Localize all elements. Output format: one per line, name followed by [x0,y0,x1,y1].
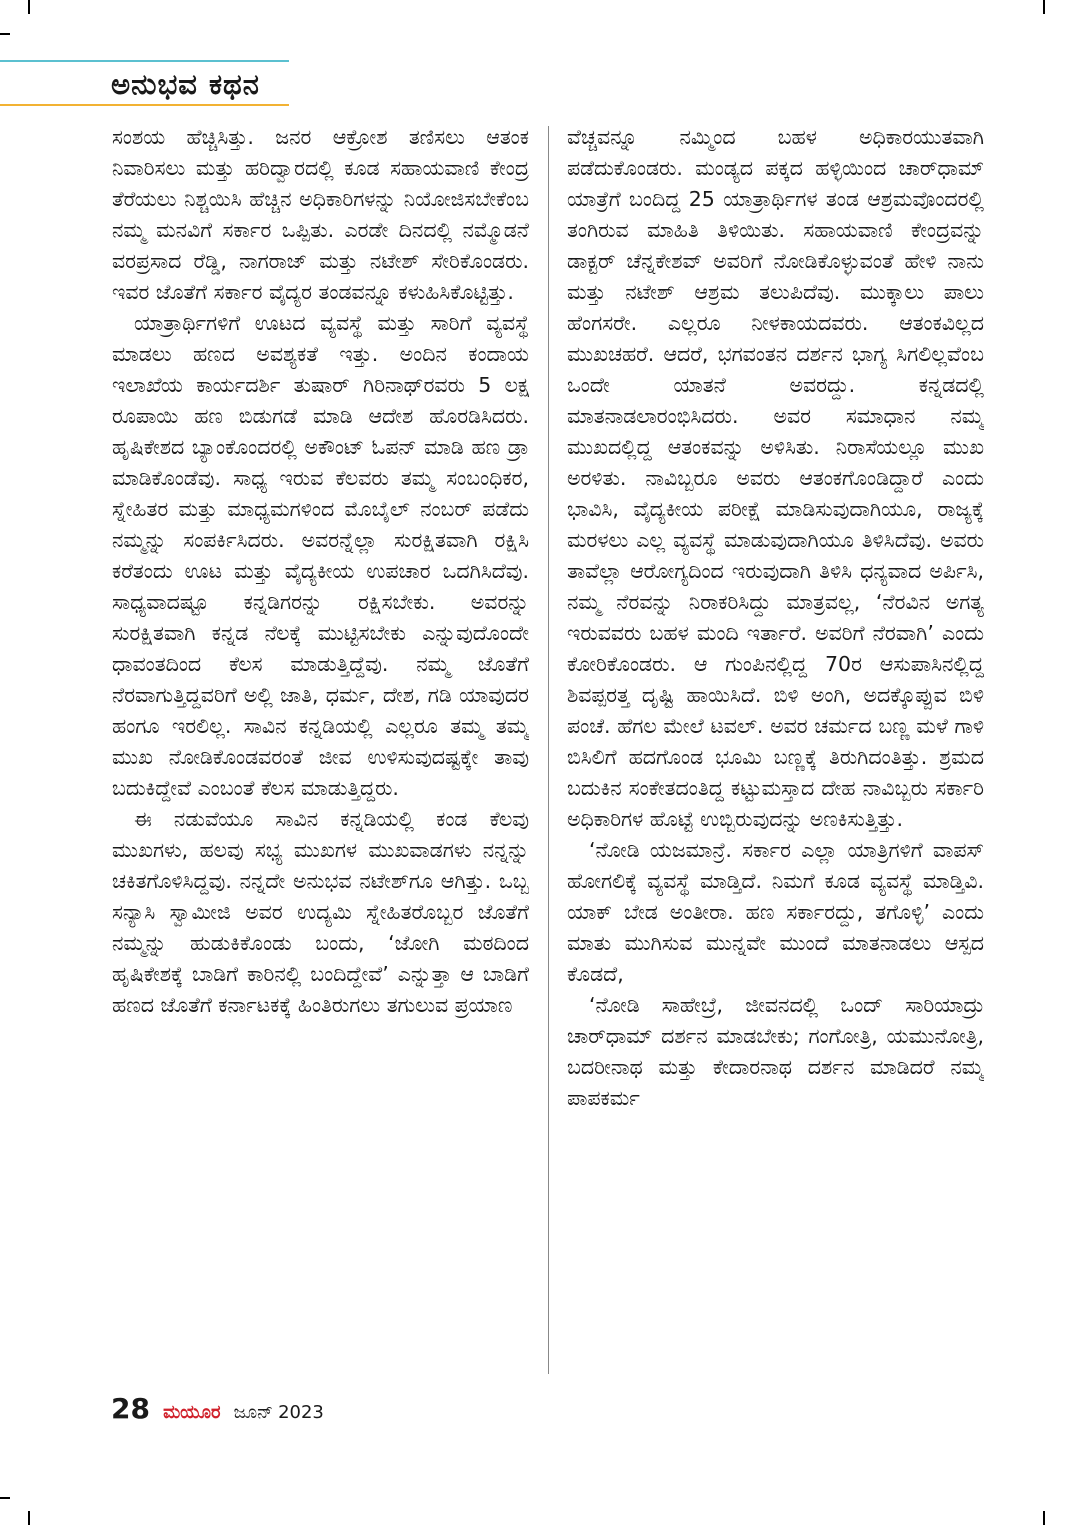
crop-mark-bottom-right [1043,1511,1045,1525]
crop-mark-left-upper [0,33,10,35]
issue-year: 2023 [278,1402,324,1423]
header-rule-bottom [0,104,289,106]
article-paragraph: ‘ನೋಡಿ ಯಜಮಾನ್ರೆ. ಸರ್ಕಾರ ಎಲ್ಲಾ ಯಾತ್ರಿಗಳಿಗೆ ವಾಪಸ್ ಹೋಗಲಿಕ್ಕೆ ವ್ಯವಸ್ಥೆ ಮಾಡ್ತಿದೆ. ನಿಮಗೆ ಕೂಡ ವ್ಯವಸ್ಥೆ ಮಾಡ್ತಿವಿ. ಯಾಕ್ ಬೇಡ ಅಂತೀರಾ. ಹಣ ಸರ್ಕಾರದ್ದು, ತಗೊಳ್ಳಿ’ ಎಂದು ಮಾತು ಮುಗಿಸುವ ಮುನ್ನವೇ ಮುಂದೆ ಮಾತನಾಡಲು ಆಸ್ಪದ ಕೊಡದೆ, [567,838,984,986]
crop-mark-top-right [1043,0,1045,14]
page-footer [111,1392,324,1432]
article-column-left [112,122,529,1372]
crop-mark-left-lower [0,1497,10,1499]
crop-mark-bottom-left [28,1511,30,1525]
article-paragraph: ‘ನೋಡಿ ಸಾಹೇಬ್ರೆ, ಜೀವನದಲ್ಲಿ ಒಂದ್ ಸಾರಿಯಾದ್ರು ಚಾರ್‌ಧಾಮ್ ದರ್ಶನ ಮಾಡಬೇಕು; ಗಂಗೋತ್ರಿ, ಯಮುನೋತ್ರಿ, ಬದರೀನಾಥ ಮತ್ತು ಕೇದಾರನಾಥ ದರ್ಶನ ಮಾಡಿದರೆ ನಮ್ಮ ಪಾಪಕರ್ಮ [567,993,984,1110]
article-column-right [567,122,984,1372]
article-paragraph: ಈ ನಡುವೆಯೂ ಸಾವಿನ ಕನ್ನಡಿಯಲ್ಲಿ ಕಂಡ ಕೆಲವು ಮುಖಗಳು, ಹಲವು ಸಭ್ಯ ಮುಖಗಳ ಮುಖವಾಡಗಳು ನನ್ನನ್ನು ಚಕಿತಗೊಳಿಸಿದ್ದವು. ನನ್ನದೇ ಅನುಭವ ನಟೇಶ್‌ಗೂ ಆಗಿತ್ತು. ಒಬ್ಬ ಸನ್ಯಾಸಿ ಸ್ವಾಮೀಜಿ ಅವರ ಉದ್ಯಮಿ ಸ್ನೇಹಿತರೊಬ್ಬರ ಜೊತೆಗೆ ನಮ್ಮನ್ನು ಹುಡುಕಿಕೊಂಡು ಬಂದು, ‘ಜೋಗಿ ಮಠದಿಂದ ಹೃಷಿಕೇಶಕ್ಕೆ ಬಾಡಿಗೆ ಕಾರಿನಲ್ಲಿ ಬಂದಿದ್ದೇವೆ’ ಎನ್ನುತ್ತಾ ಆ ಬಾಡಿಗೆ ಹಣದ ಜೊತೆಗೆ ಕರ್ನಾಟಕಕ್ಕೆ ಹಿಂತಿರುಗಲು ತಗುಲುವ ಪ್ರಯಾಣ [112,807,529,1017]
article-paragraph: ವೆಚ್ಚವನ್ನೂ ನಮ್ಮಿಂದ ಬಹಳ ಅಧಿಕಾರಯುತವಾಗಿ ಪಡೆದುಕೊಂಡರು. ಮಂಡ್ಯದ ಪಕ್ಕದ ಹಳ್ಳಿಯಿಂದ ಚಾರ್‌ಧಾಮ್ ಯಾತ್ರೆಗೆ ಬಂದಿದ್ದ 25 ಯಾತ್ರಾರ್ಥಿಗಳ ತಂಡ ಆಶ್ರಮವೊಂದರಲ್ಲಿ ತಂಗಿರುವ ಮಾಹಿತಿ ತಿಳಿಯಿತು. ಸಹಾಯವಾಣಿ ಕೇಂದ್ರವನ್ನು ಡಾಕ್ಟರ್ ಚೆನ್ನಕೇಶವ್ ಅವರಿಗೆ ನೋಡಿಕೊಳ್ಳುವಂತೆ ಹೇಳಿ ನಾನು ಮತ್ತು ನಟೇಶ್ ಆಶ್ರಮ ತಲುಪಿದೆವು. ಮುಕ್ಕಾಲು ಪಾಲು ಹೆಂಗಸರೇ. ಎಲ್ಲರೂ ನೀಳಕಾಯದವರು. ಆತಂಕವಿಲ್ಲದ ಮುಖಚಹರೆ. ಆದರೆ, ಭಗವಂತನ ದರ್ಶನ ಭಾಗ್ಯ ಸಿಗಲಿಲ್ಲವೆಂಬ ಒಂದೇ ಯಾತನೆ ಅವರದ್ದು. ಕನ್ನಡದಲ್ಲಿ ಮಾತನಾಡಲಾರಂಭಿಸಿದರು. ಅವರ ಸಮಾಧಾನ ನಮ್ಮ ಮುಖದಲ್ಲಿದ್ದ ಆತಂಕವನ್ನು ಅಳಿಸಿತು. ನಿರಾಸೆಯಲ್ಲೂ ಮುಖ ಅರಳಿತು. ನಾವಿಬ್ಬರೂ ಅವರು ಆತಂಕಗೊಂಡಿದ್ದಾರೆ ಎಂದು ಭಾವಿಸಿ, ವೈದ್ಯಕೀಯ ಪರೀಕ್ಷೆ ಮಾಡಿಸುವುದಾಗಿಯೂ, ರಾಜ್ಯಕ್ಕೆ ಮರಳಲು ಎಲ್ಲ ವ್ಯವಸ್ಥೆ ಮಾಡುವುದಾಗಿಯೂ ತಿಳಿಸಿದೆವು. ಅವರು ತಾವೆಲ್ಲಾ ಆರೋಗ್ಯದಿಂದ ಇರುವುದಾಗಿ ತಿಳಿಸಿ ಧನ್ಯವಾದ ಅರ್ಪಿಸಿ, ನಮ್ಮ ನೆರವನ್ನು ನಿರಾಕರಿಸಿದ್ದು ಮಾತ್ರವಲ್ಲ, ‘ನೆರವಿನ ಅಗತ್ಯ ಇರುವವರು ಬಹಳ ಮಂದಿ ಇರ್ತಾರೆ. ಅವರಿಗೆ ನೆರವಾಗಿ’ ಎಂದು ಕೋರಿಕೊಂಡರು. ಆ ಗುಂಪಿನಲ್ಲಿದ್ದ 70ರ ಆಸುಪಾಸಿನಲ್ಲಿದ್ದ ಶಿವಪ್ಪರತ್ತ ದೃಷ್ಟಿ ಹಾಯಿಸಿದೆ. ಬಿಳಿ ಅಂಗಿ, ಅದಕ್ಕೊಪ್ಪುವ ಬಿಳಿ ಪಂಚೆ. ಹೆಗಲ ಮೇಲೆ ಟವಲ್. ಅವರ ಚರ್ಮದ ಬಣ್ಣ ಮಳೆ ಗಾಳಿ ಬಿಸಿಲಿಗೆ ಹದಗೊಂಡ ಭೂಮಿ ಬಣ್ಣಕ್ಕೆ ತಿರುಗಿದಂತಿತ್ತು. ಶ್ರಮದ ಬದುಕಿನ ಸಂಕೇತದಂತಿದ್ದ ಕಟ್ಟುಮಸ್ತಾದ ದೇಹ ನಾವಿಬ್ಬರು ಸರ್ಕಾರಿ ಅಧಿಕಾರಿಗಳ ಹೊಟ್ಟೆ ಉಬ್ಬಿರುವುದನ್ನು ಅಣಕಿಸುತ್ತಿತ್ತು. [567,125,984,831]
article-paragraph: ಯಾತ್ರಾರ್ಥಿಗಳಿಗೆ ಊಟದ ವ್ಯವಸ್ಥೆ ಮತ್ತು ಸಾರಿಗೆ ವ್ಯವಸ್ಥೆ ಮಾಡಲು ಹಣದ ಅವಶ್ಯಕತೆ ಇತ್ತು. ಅಂದಿನ ಕಂದಾಯ ಇಲಾಖೆಯ ಕಾರ್ಯದರ್ಶಿ ತುಷಾರ್ ಗಿರಿನಾಥ್‌ರವರು 5 ಲಕ್ಷ ರೂಪಾಯಿ ಹಣ ಬಿಡುಗಡೆ ಮಾಡಿ ಆದೇಶ ಹೊರಡಿಸಿದರು. ಹೃಷಿಕೇಶದ ಬ್ಯಾಂಕೊಂದರಲ್ಲಿ ಅಕೌಂಟ್ ಓಪನ್ ಮಾಡಿ ಹಣ ಡ್ರಾ ಮಾಡಿಕೊಂಡೆವು. ಸಾಧ್ಯ ಇರುವ ಕೆಲವರು ತಮ್ಮ ಸಂಬಂಧಿಕರ, ಸ್ನೇಹಿತರ ಮತ್ತು ಮಾಧ್ಯಮಗಳಿಂದ ಮೊಬೈಲ್ ನಂಬರ್ ಪಡೆದು ನಮ್ಮನ್ನು ಸಂಪರ್ಕಿಸಿದರು. ಅವರನ್ನೆಲ್ಲಾ ಸುರಕ್ಷಿತವಾಗಿ ರಕ್ಷಿಸಿ ಕರೆತಂದು ಊಟ ಮತ್ತು ವೈದ್ಯಕೀಯ ಉಪಚಾರ ಒದಗಿಸಿದೆವು. ಸಾಧ್ಯವಾದಷ್ಟೂ ಕನ್ನಡಿಗರನ್ನು ರಕ್ಷಿಸಬೇಕು. ಅವರನ್ನು ಸುರಕ್ಷಿತವಾಗಿ ಕನ್ನಡ ನೆಲಕ್ಕೆ ಮುಟ್ಟಿಸಬೇಕು ಎನ್ನುವುದೊಂದೇ ಧಾವಂತದಿಂದ ಕೆಲಸ ಮಾಡುತ್ತಿದ್ದೆವು. ನಮ್ಮ ಜೊತೆಗೆ ನೆರವಾಗುತ್ತಿದ್ದವರಿಗೆ ಅಲ್ಲಿ ಜಾತಿ, ಧರ್ಮ, ದೇಶ, ಗಡಿ ಯಾವುದರ ಹಂಗೂ ಇರಲಿಲ್ಲ. ಸಾವಿನ ಕನ್ನಡಿಯಲ್ಲಿ ಎಲ್ಲರೂ ತಮ್ಮ ತಮ್ಮ ಮುಖ ನೋಡಿಕೊಂಡವರಂತೆ ಜೀವ ಉಳಿಸುವುದಷ್ಟಕ್ಕೇ ತಾವು ಬದುಕಿದ್ದೇವೆ ಎಂಬಂತೆ ಕೆಲಸ ಮಾಡುತ್ತಿದ್ದರು. [112,311,529,800]
crop-mark-top-left [28,0,30,14]
header-rule-top [0,60,289,62]
issue-month: ಜೂನ್ [233,1402,273,1423]
column-divider [548,126,549,1374]
magazine-name: ಮಯೂರ [163,1402,221,1423]
section-title: ಅನುಭವ ಕಥನ [111,67,260,101]
article-paragraph: ಸಂಶಯ ಹೆಚ್ಚಿಸಿತ್ತು. ಜನರ ಆಕ್ರೋಶ ತಣಿಸಲು ಆತಂಕ ನಿವಾರಿಸಲು ಮತ್ತು ಹರಿದ್ವಾರದಲ್ಲಿ ಕೂಡ ಸಹಾಯವಾಣಿ ಕೇಂದ್ರ ತೆರೆಯಲು ನಿಶ್ಚಯಿಸಿ ಹೆಚ್ಚಿನ ಅಧಿಕಾರಿಗಳನ್ನು ನಿಯೋಜಿಸಬೇಕೆಂಬ ನಮ್ಮ ಮನವಿಗೆ ಸರ್ಕಾರ ಒಪ್ಪಿತು. ಎರಡೇ ದಿನದಲ್ಲಿ ನಮ್ಮೊಡನೆ ವರಪ್ರಸಾದ ರೆಡ್ಡಿ, ನಾಗರಾಜ್ ಮತ್ತು ನಟೇಶ್ ಸೇರಿಕೊಂಡರು. ಇವರ ಜೊತೆಗೆ ಸರ್ಕಾರ ವೈದ್ಯರ ತಂಡವನ್ನೂ ಕಳುಹಿಸಿಕೊಟ್ಟಿತ್ತು. [112,125,529,304]
page-number: 28 [111,1392,150,1425]
